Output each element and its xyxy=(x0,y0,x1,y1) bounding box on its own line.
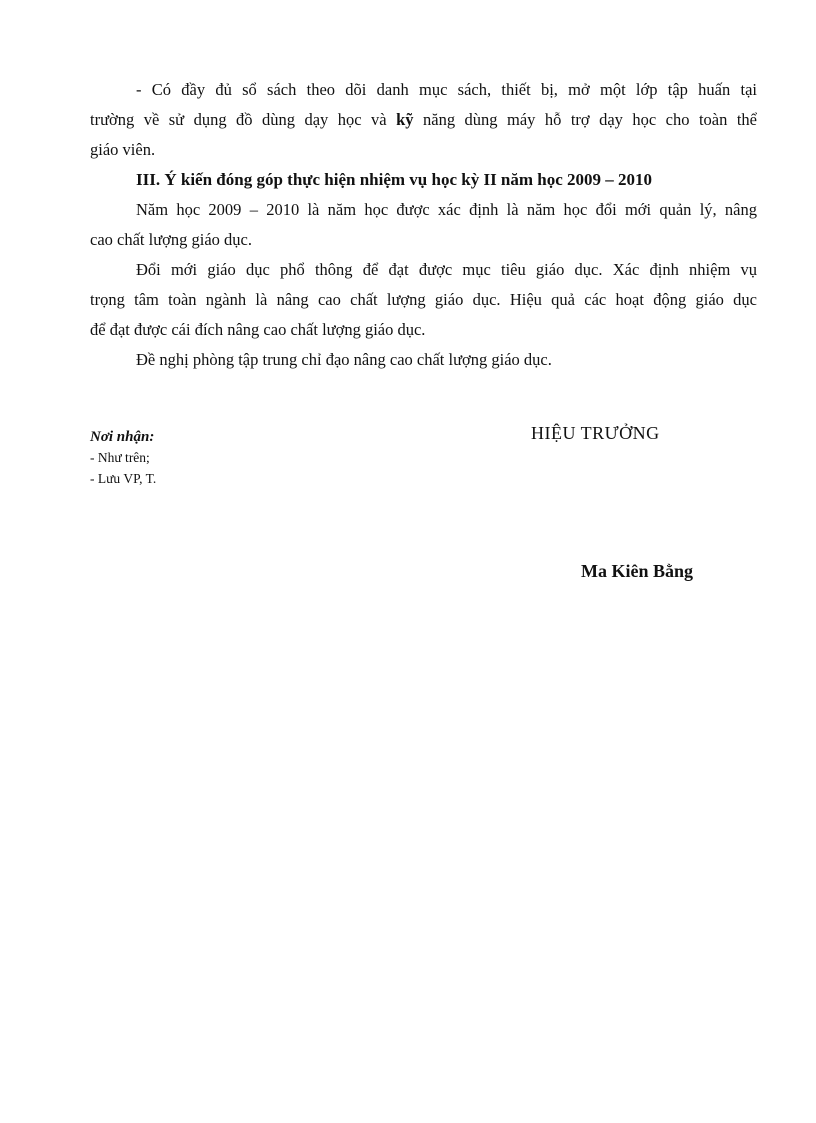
section-heading: III. Ý kiến đóng góp thực hiện nhiệm vụ học kỳ II năm học 2009 – 2010 xyxy=(136,170,653,189)
text-line: giáo viên. xyxy=(90,140,156,159)
signer-title: HIỆU TRƯỞNG xyxy=(531,423,660,443)
text-line: Đề nghị phòng tập trung chỉ đạo nâng cao chất lượng giáo dục. xyxy=(136,350,552,369)
text-line: Năm học 2009 – 2010 là năm học được xác định là năm học đổi mới quản lý, nâng xyxy=(136,200,757,219)
paragraph xyxy=(90,75,757,165)
recipient-item: - Lưu VP, T. xyxy=(90,471,157,486)
paragraph xyxy=(90,195,757,255)
text-line: cao chất lượng giáo dục. xyxy=(90,230,252,249)
text-segment-bold: kỹ xyxy=(396,110,414,129)
text-line xyxy=(90,105,757,135)
text-line: - Có đầy đủ sổ sách theo dõi danh mục sách, thiết bị, mở một lớp tập huấn tại xyxy=(136,80,757,99)
text-segment: năng dùng máy hỗ trợ dạy học cho toàn thể xyxy=(413,110,757,129)
signer-name: Ma Kiên Bằng xyxy=(581,561,694,581)
recipient-item: - Như trên; xyxy=(90,450,150,465)
text-line: trọng tâm toàn ngành là nâng cao chất lượng giáo dục. Hiệu quả các hoạt động giáo dục xyxy=(90,290,757,309)
document-body xyxy=(90,75,757,375)
text-segment: trường về sử dụng đồ dùng dạy học và xyxy=(90,110,397,129)
recipients-label: Nơi nhận: xyxy=(90,429,155,445)
paragraph xyxy=(90,255,757,345)
text-line: để đạt được cái đích nâng cao chất lượng giáo dục. xyxy=(90,320,426,339)
text-line: Đổi mới giáo dục phổ thông để đạt được mục tiêu giáo dục. Xác định nhiệm vụ xyxy=(136,260,757,279)
paragraph xyxy=(90,345,757,375)
recipients-block xyxy=(90,427,156,489)
